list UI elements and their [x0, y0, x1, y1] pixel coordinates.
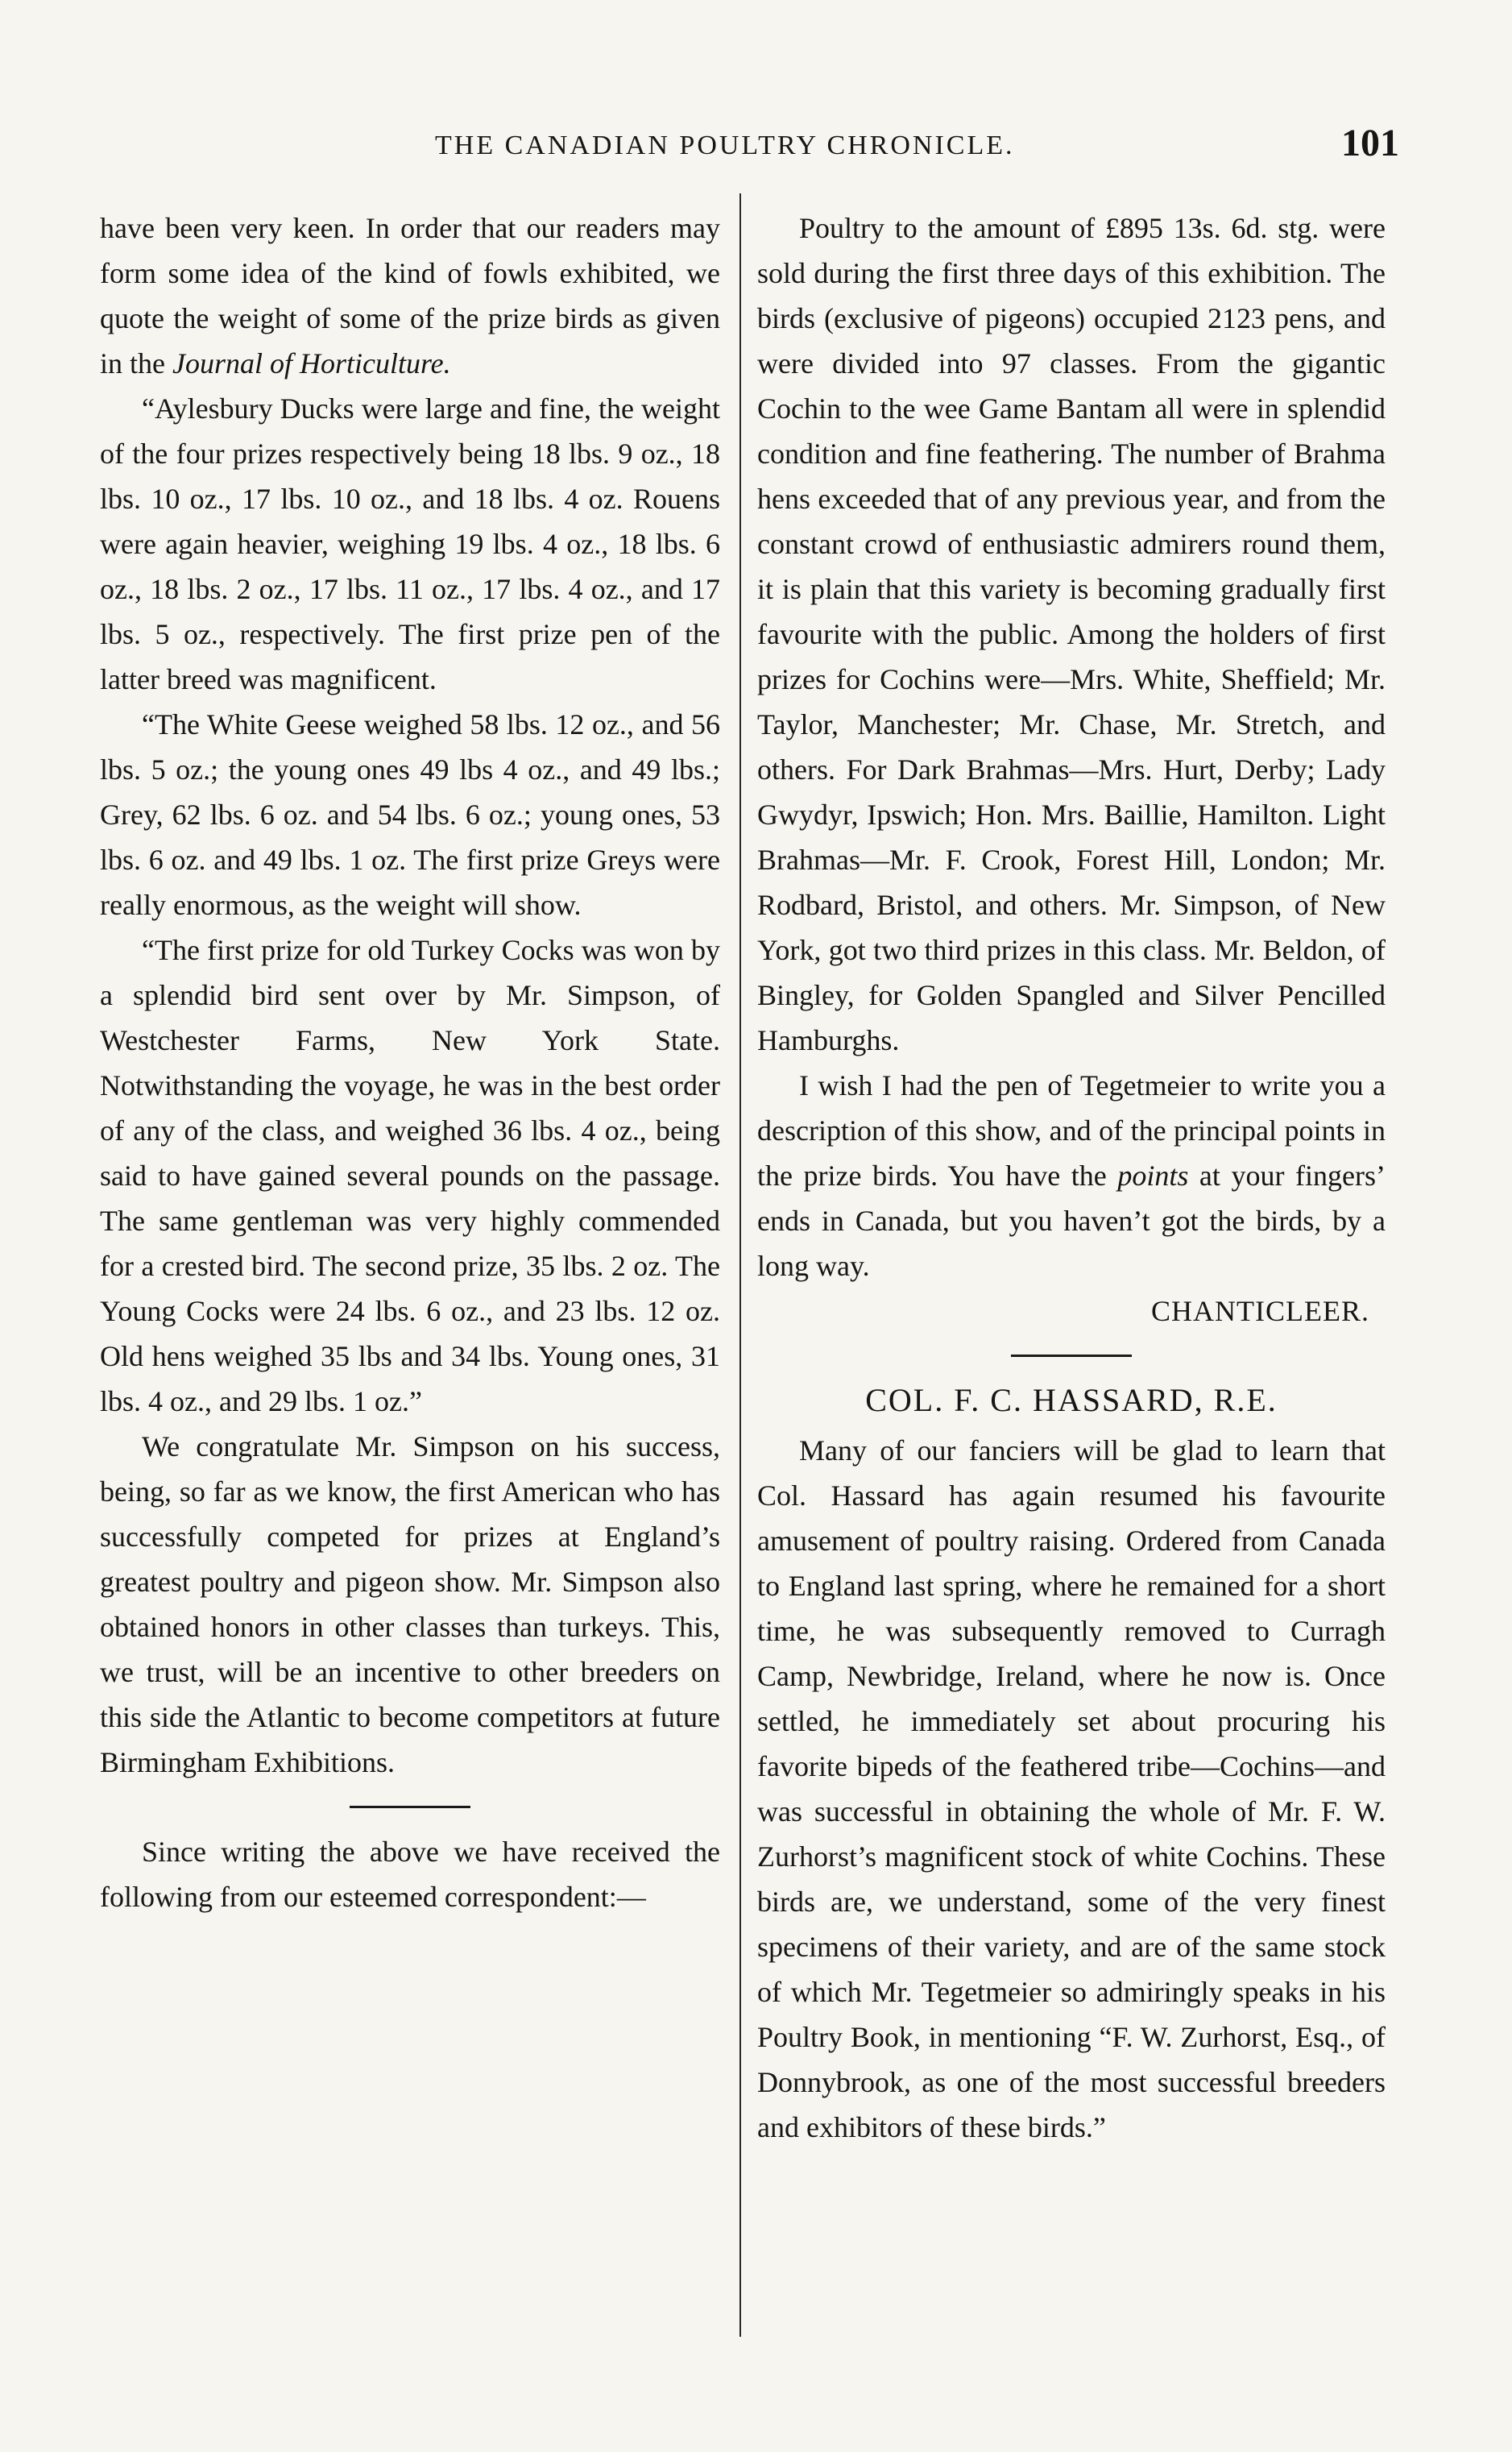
section-rule	[1011, 1355, 1132, 1357]
paragraph: “The first prize for old Turkey Cocks was won by a splendid bird sent over by Mr. Simpson, of Westchester Farms, New York State. Notwithstanding the voyage, he was in the best order of any of the class, and weighed 36 lbs. 4 oz., being said to have gained several pounds on the passage. The same gentleman was very highly commended for a crested bird. The second prize, 35 lbs. 2 oz. The Young Cocks were 24 lbs. 6 oz., and 23 lbs. 12 oz. Old hens weighed 35 lbs and 34 lbs. Young ones, 31 lbs. 4 oz., and 29 lbs. 1 oz.”	[100, 934, 720, 1417]
section-rule	[350, 1806, 470, 1808]
paragraph: We congratulate Mr. Simpson on his success, being, so far as we know, the first American who has successfully competed for prizes at England’s greatest poultry and pigeon show. Mr. Simpson also obtained honors in other classes than turkeys. This, we trust, will be an incentive to other breeders on this side the Atlantic to become competitors at future Birmingham Exhibitions.	[100, 1430, 720, 1778]
paragraph	[100, 205, 720, 386]
paragraph-text: at your fingers’ ends in Canada, but you haven’t got the birds, by a long way.	[757, 1160, 1386, 1282]
paragraph-text: I wish I had the pen of Tegetmeier to write you a description of this show, and of the principal points in the prize birds. You have the	[757, 1069, 1386, 1192]
paragraph	[757, 1063, 1386, 1288]
paragraph-text: have been very keen. In order that our readers may form some idea of the kind of fowls exhibited, we quote the weight of some of the prize birds as given in the	[100, 212, 720, 380]
running-head	[97, 121, 1415, 177]
page-number: 101	[1341, 122, 1399, 164]
right-column	[757, 205, 1386, 2150]
paragraph: “Aylesbury Ducks were large and fine, the weight of the four prizes respectively being 18 lbs. 9 oz., 18 lbs. 10 oz., 17 lbs. 10 oz., and 18 lbs. 4 oz. Rouens were again heavier, weighing 19 lbs. 4 oz., 18 lbs. 6 oz., 18 lbs. 2 oz., 17 lbs. 11 oz., 17 lbs. 4 oz., and 17 lbs. 5 oz., respectively. The first prize pen of the latter breed was magnificent.	[100, 392, 720, 695]
paragraph: Poultry to the amount of £895 13s. 6d. stg. were sold during the first three days of this exhibition. The birds (exclusive of pigeons) occupied 2123 pens, and were divided into 97 classes. From the gigantic Cochin to the wee Game Bantam all were in splendid condition and fine feathering. The number of Brahma hens exceeded that of any previous year, and from the constant crowd of enthusiastic admirers round them, it is plain that this variety is becoming gradually first favourite with the public. Among the holders of first prizes for Cochins were—Mrs. White, Sheffield; Mr. Taylor, Manchester; Mr. Chase, Mr. Stretch, and others. For Dark Brahmas—Mrs. Hurt, Derby; Lady Gwydyr, Ipswich; Hon. Mrs. Baillie, Hamilton. Light Brahmas—Mr. F. Crook, Forest Hill, London; Mr. Rodbard, Bristol, and others. Mr. Simpson, of New York, got two third prizes in this class. Mr. Beldon, of Bingley, for Golden Spangled and Silver Pencilled Hamburghs.	[757, 212, 1386, 1056]
running-title: THE CANADIAN POULTRY CHRONICLE.	[435, 131, 1015, 160]
paragraph: Many of our fanciers will be glad to learn that Col. Hassard has again resumed his favourite amusement of poultry raising. Ordered from Canada to England last spring, where he remained for a short time, he was subsequently removed to Curragh Camp, Newbridge, Ireland, where he now is. Once settled, he immediately set about procuring his favorite bipeds of the feathered tribe—Cochins—and was successful in obtaining the whole of Mr. F. W. Zurhorst’s magnificent stock of white Cochins. These birds are, we understand, some of the very finest specimens of their variety, and are of the same stock of which Mr. Tegetmeier so admiringly speaks in his Poultry Book, in mentioning “F. W. Zurhorst, Esq., of Donnybrook, as one of the most successful breeders and exhibitors of these birds.”	[757, 1434, 1386, 2143]
italic-word: points	[1117, 1160, 1189, 1192]
left-column	[100, 205, 720, 1919]
italic-title: Journal of Horticulture.	[172, 347, 451, 380]
signature: CHANTICLEER.	[1151, 1295, 1369, 1327]
column-divider	[739, 193, 741, 2337]
paragraph: “The White Geese weighed 58 lbs. 12 oz., and 56 lbs. 5 oz.; the young ones 49 lbs 4 oz., and 49 lbs.; Grey, 62 lbs. 6 oz. and 54 lbs. 6 oz.; young ones, 53 lbs. 6 oz. and 49 lbs. 1 oz. The first prize Greys were really enormous, as the weight will show.	[100, 708, 720, 921]
paragraph: Since writing the above we have received the following from our esteemed correspondent:—	[100, 1836, 720, 1913]
section-title: COL. F. C. HASSARD, R.E.	[865, 1382, 1278, 1418]
